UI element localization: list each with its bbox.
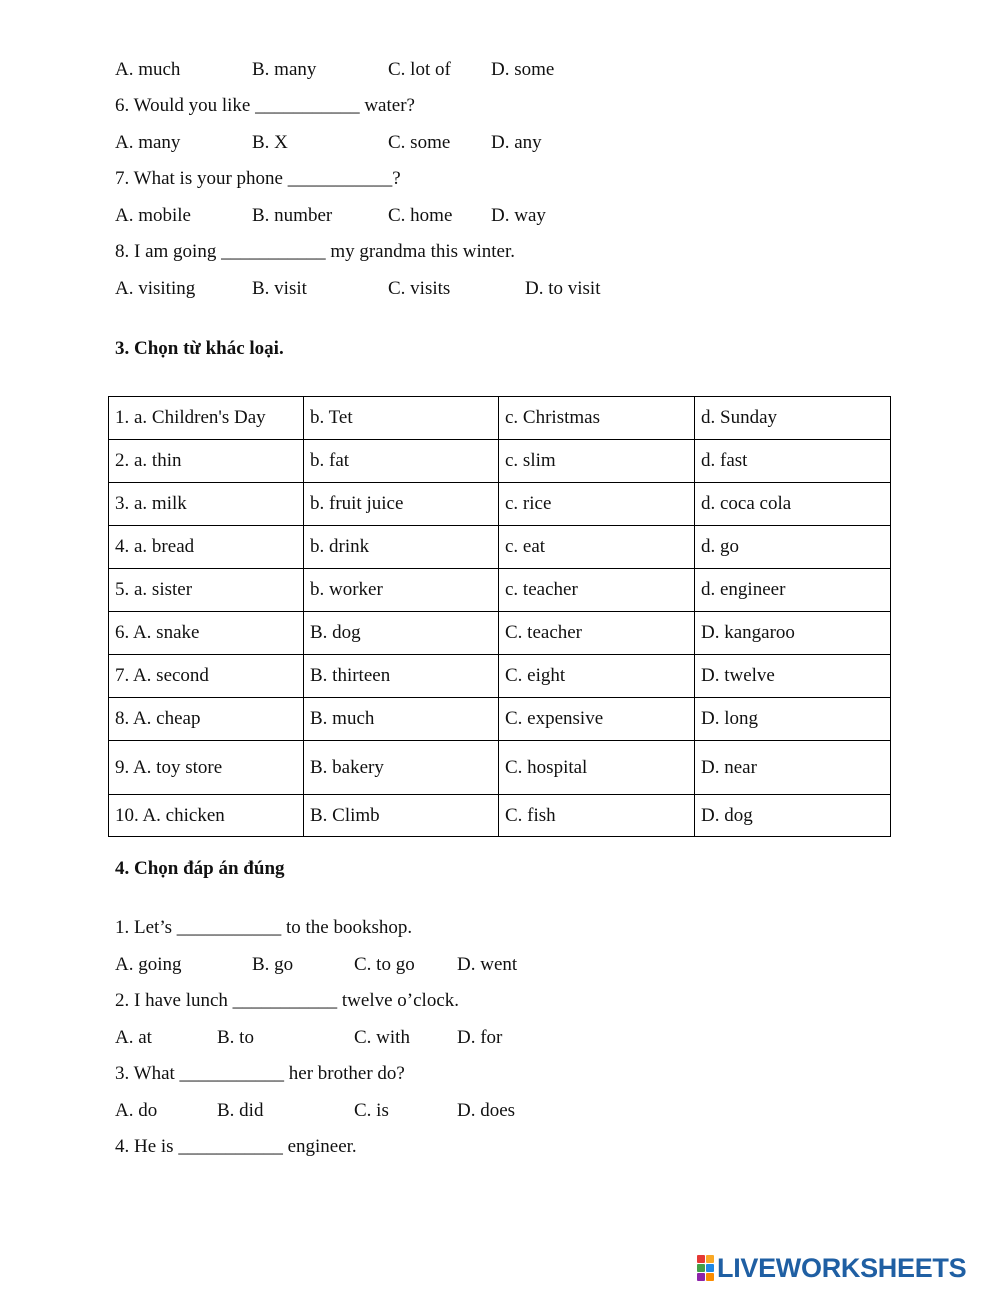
option-d[interactable]: D. for (457, 1027, 503, 1048)
option-b[interactable]: B. go (252, 954, 294, 975)
table-cell[interactable]: C. hospital (499, 741, 695, 795)
table-cell[interactable]: D. kangaroo (695, 612, 891, 655)
logo-mark-icon (697, 1255, 714, 1281)
table-cell[interactable]: 6. A. snake (109, 612, 304, 655)
odd-one-out-table (108, 396, 891, 837)
option-b[interactable]: B. to (217, 1027, 254, 1048)
option-a[interactable]: A. going (115, 954, 182, 975)
table-cell[interactable]: c. teacher (499, 569, 695, 612)
table-cell[interactable]: c. Christmas (499, 397, 695, 440)
option-d[interactable]: D. to visit (525, 278, 601, 299)
option-c[interactable]: C. visits (388, 278, 451, 299)
table-cell[interactable]: c. rice (499, 483, 695, 526)
logo-square (697, 1255, 705, 1263)
table-cell[interactable]: B. dog (304, 612, 499, 655)
table-cell[interactable]: C. fish (499, 795, 695, 837)
liveworksheets-logo (697, 1253, 966, 1283)
table-row (109, 569, 891, 612)
option-c[interactable]: C. to go (354, 954, 415, 975)
table-cell[interactable]: 8. A. cheap (109, 698, 304, 741)
option-a[interactable]: A. at (115, 1027, 152, 1048)
table-cell[interactable]: b. worker (304, 569, 499, 612)
option-a[interactable]: A. mobile (115, 205, 191, 226)
option-b[interactable]: B. visit (252, 278, 307, 299)
table-cell[interactable]: B. much (304, 698, 499, 741)
table-cell[interactable]: 5. a. sister (109, 569, 304, 612)
logo-text: LIVEWORKSHEETS (717, 1252, 967, 1283)
table-row (109, 483, 891, 526)
option-d[interactable]: D. went (457, 954, 518, 975)
option-b[interactable]: B. many (252, 59, 317, 80)
table-row (109, 741, 891, 795)
table-cell[interactable]: D. dog (695, 795, 891, 837)
table-cell[interactable]: d. Sunday (695, 397, 891, 440)
option-a[interactable]: A. do (115, 1100, 158, 1121)
table-cell[interactable]: c. eat (499, 526, 695, 569)
table-cell[interactable]: C. eight (499, 655, 695, 698)
logo-square (706, 1264, 714, 1272)
option-d[interactable]: D. way (491, 205, 546, 226)
table-cell[interactable]: d. engineer (695, 569, 891, 612)
option-b[interactable]: B. X (252, 132, 288, 153)
option-c[interactable]: C. with (354, 1027, 410, 1048)
table-cell[interactable]: 4. a. bread (109, 526, 304, 569)
table-cell[interactable]: b. Tet (304, 397, 499, 440)
table-cell[interactable]: 9. A. toy store (109, 741, 304, 795)
table-cell[interactable]: 1. a. Children's Day (109, 397, 304, 440)
table-cell[interactable]: C. teacher (499, 612, 695, 655)
table-cell[interactable]: D. twelve (695, 655, 891, 698)
table-row (109, 795, 891, 837)
table-cell[interactable]: 2. a. thin (109, 440, 304, 483)
table-row (109, 612, 891, 655)
table-cell[interactable]: c. slim (499, 440, 695, 483)
option-c[interactable]: C. some (388, 132, 451, 153)
option-c[interactable]: C. lot of (388, 59, 451, 80)
table-row (109, 698, 891, 741)
logo-square (697, 1273, 705, 1281)
table-cell[interactable]: d. go (695, 526, 891, 569)
option-b[interactable]: B. number (252, 205, 333, 226)
table-row (109, 526, 891, 569)
table-cell[interactable]: d. coca cola (695, 483, 891, 526)
option-b[interactable]: B. did (217, 1100, 264, 1121)
table-row (109, 397, 891, 440)
option-d[interactable]: D. any (491, 132, 542, 153)
section-4-title: 4. Chọn đáp án đúng (115, 858, 285, 879)
option-c[interactable]: C. home (388, 205, 453, 226)
table-row (109, 440, 891, 483)
table-cell[interactable]: B. bakery (304, 741, 499, 795)
table-cell[interactable]: C. expensive (499, 698, 695, 741)
question-8: 8. I am going ___________ my grandma this winter. (115, 241, 516, 262)
question-6: 6. Would you like ___________ water? (115, 95, 415, 116)
table-cell[interactable]: 10. A. chicken (109, 795, 304, 837)
option-a[interactable]: A. many (115, 132, 181, 153)
question-7: 7. What is your phone ___________? (115, 168, 401, 189)
table-cell[interactable]: b. fat (304, 440, 499, 483)
table-cell[interactable]: d. fast (695, 440, 891, 483)
option-d[interactable]: D. some (491, 59, 555, 80)
option-a[interactable]: A. much (115, 59, 181, 80)
s4-question-2: 2. I have lunch ___________ twelve o’clock. (115, 990, 460, 1011)
option-d[interactable]: D. does (457, 1100, 516, 1121)
logo-square (706, 1273, 714, 1281)
table-cell[interactable]: b. fruit juice (304, 483, 499, 526)
table-cell[interactable]: b. drink (304, 526, 499, 569)
section-3-title: 3. Chọn từ khác loại. (115, 338, 284, 359)
option-c[interactable]: C. is (354, 1100, 389, 1121)
logo-square (697, 1264, 705, 1272)
table-cell[interactable]: 7. A. second (109, 655, 304, 698)
table-cell[interactable]: D. long (695, 698, 891, 741)
table-row (109, 655, 891, 698)
table-cell[interactable]: B. thirteen (304, 655, 499, 698)
logo-square (706, 1255, 714, 1263)
s4-question-1: 1. Let’s ___________ to the bookshop. (115, 917, 413, 938)
s4-question-3: 3. What ___________ her brother do? (115, 1063, 405, 1084)
option-a[interactable]: A. visiting (115, 278, 196, 299)
table-cell[interactable]: 3. a. milk (109, 483, 304, 526)
table-cell[interactable]: D. near (695, 741, 891, 795)
s4-question-4: 4. He is ___________ engineer. (115, 1136, 357, 1157)
table-cell[interactable]: B. Climb (304, 795, 499, 837)
